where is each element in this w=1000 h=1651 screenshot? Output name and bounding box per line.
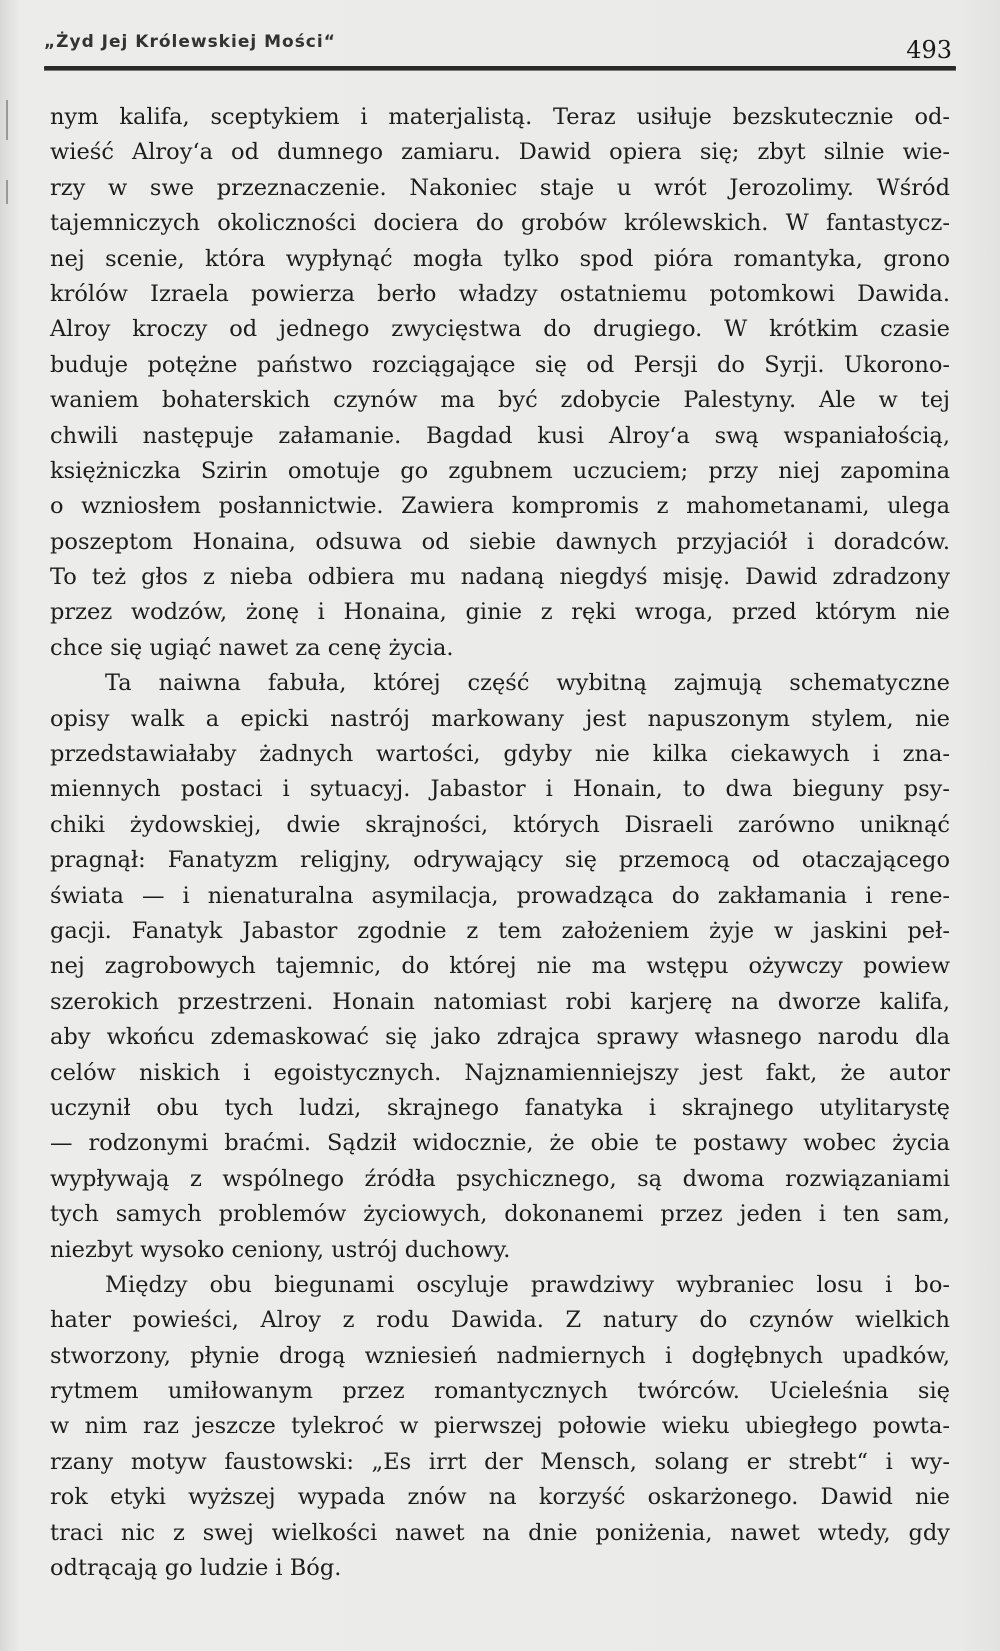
text-line: rytmem umiłowanym przez romantycznych twórców. Ucieleśnia się bbox=[50, 1378, 950, 1405]
text-line: Ta naiwna fabuła, której część wybitną zajmują schematyczne bbox=[105, 670, 950, 697]
text-line: waniem bohaterskich czynów ma być zdobycie Palestyny. Ale w tej bbox=[50, 387, 950, 414]
text-line: miennych postaci i sytuacyj. Jabastor i Honain, to dwa bieguny psy- bbox=[50, 776, 950, 803]
page-header bbox=[44, 30, 954, 70]
text-line: tych samych problemów życiowych, dokonanemi przez jeden i ten sam, bbox=[50, 1201, 950, 1228]
text-line: pragnął: Fanatyzm religjny, odrywający się przemocą od otaczającego bbox=[50, 847, 950, 874]
text-line: rzany motyw faustowski: „Es irrt der Mensch, solang er strebt“ i wy- bbox=[50, 1448, 950, 1475]
text-line: księżniczka Szirin omotuje go zgubnem uczuciem; przy niej zapomina bbox=[50, 457, 950, 484]
header-rule bbox=[44, 66, 956, 70]
text-line: aby wkońcu zdemaskować się jako zdrajca sprawy własnego narodu dla bbox=[50, 1024, 950, 1051]
running-title: „Żyd Jej Królewskiej Mości“ bbox=[44, 32, 336, 52]
text-line: świata — i nienaturalna asymilacja, prowadząca do zakłamania i rene- bbox=[50, 882, 950, 909]
text-line: buduje potężne państwo rozciągające się od Persji do Syrji. Ukorono- bbox=[50, 351, 950, 378]
text-line: uczynił obu tych ludzi, skrajnego fanatyka i skrajnego utylitarystę bbox=[50, 1094, 950, 1121]
text-line: poszeptom Honaina, odsuwa od siebie dawnych przyjaciół i doradców. bbox=[50, 528, 950, 555]
text-line: tajemniczych okoliczności dociera do grobów królewskich. W fantastycz- bbox=[50, 210, 950, 237]
text-line: hater powieści, Alroy z rodu Dawida. Z natury do czynów wielkich bbox=[50, 1307, 950, 1334]
paragraph bbox=[50, 1268, 950, 1587]
text-line: odtrącają go ludzie i Bóg. bbox=[50, 1555, 342, 1582]
text-line: Alroy kroczy od jednego zwycięstwa do drugiego. W krótkim czasie bbox=[50, 316, 950, 343]
text-line: chwili następuje załamanie. Bagdad kusi Alroy‘a swą wspaniałością, bbox=[50, 422, 950, 449]
text-line: przedstawiałaby żadnych wartości, gdyby nie kilka ciekawych i zna- bbox=[50, 741, 950, 768]
text-line: nej scenie, która wypłynąć mogła tylko spod pióra romantyka, grono bbox=[50, 245, 950, 272]
text-line: wieść Alroy‘a od dumnego zamiaru. Dawid opiera się; zbyt silnie wie- bbox=[50, 139, 950, 166]
text-line: gacji. Fanatyk Jabastor zgodnie z tem założeniem żyje w jaskini peł- bbox=[50, 917, 950, 944]
margin-mark bbox=[6, 100, 8, 140]
paragraph bbox=[50, 666, 950, 1268]
text-line: To też głos z nieba odbiera mu nadaną niegdyś misję. Dawid zdradzony bbox=[50, 564, 950, 591]
text-line: w nim raz jeszcze tylekroć w pierwszej połowie wieku ubiegłego powta- bbox=[50, 1413, 950, 1440]
text-line: celów niskich i egoistycznych. Najznamienniejszy jest fakt, że autor bbox=[50, 1059, 950, 1086]
text-line: stworzony, płynie drogą wzniesień nadmiernych i dogłębnych upadków, bbox=[50, 1342, 950, 1369]
margin-mark bbox=[6, 180, 8, 204]
text-line: — rodzonymi braćmi. Sądził widocznie, że obie te postawy wobec życia bbox=[50, 1130, 950, 1157]
text-line: przez wodzów, żonę i Honaina, ginie z ręki wroga, przed którym nie bbox=[50, 599, 950, 626]
paragraph bbox=[50, 100, 950, 666]
page-number: 493 bbox=[906, 36, 952, 64]
text-line: rzy w swe przeznaczenie. Nakoniec staje u wrót Jerozolimy. Wśród bbox=[50, 174, 950, 201]
text-line: opisy walk a epicki nastrój markowany jest napuszonym stylem, nie bbox=[50, 705, 950, 732]
text-line: niezbyt wysoko ceniony, ustrój duchowy. bbox=[50, 1236, 511, 1263]
text-line: królów Izraela powierza berło władzy ostatniemu potomkowi Dawida. bbox=[50, 280, 950, 307]
text-line: szerokich przestrzeni. Honain natomiast robi karjerę na dworze kalifa, bbox=[50, 988, 950, 1015]
body-text bbox=[50, 100, 950, 1586]
text-line: traci nic z swej wielkości nawet na dnie poniżenia, nawet wtedy, gdy bbox=[50, 1519, 950, 1546]
text-line: nej zagrobowych tajemnic, do której nie ma wstępu ożywczy powiew bbox=[50, 953, 950, 980]
text-line: rok etyki wyższej wypada znów na korzyść oskarżonego. Dawid nie bbox=[50, 1484, 950, 1511]
text-line: chce się ugiąć nawet za cenę życia. bbox=[50, 634, 454, 661]
text-line: o wzniosłem posłannictwie. Zawiera kompromis z mahometanami, ulega bbox=[50, 493, 950, 520]
text-line: Między obu biegunami oscyluje prawdziwy wybraniec losu i bo- bbox=[105, 1271, 950, 1298]
text-line: wypływają z wspólnego źródła psychicznego, są dwoma rozwiązaniami bbox=[50, 1165, 950, 1192]
text-line: nym kalifa, sceptykiem i materjalistą. Teraz usiłuje bezskutecznie od- bbox=[50, 104, 950, 130]
text-line: chiki żydowskiej, dwie skrajności, których Disraeli zarówno uniknąć bbox=[50, 811, 950, 838]
